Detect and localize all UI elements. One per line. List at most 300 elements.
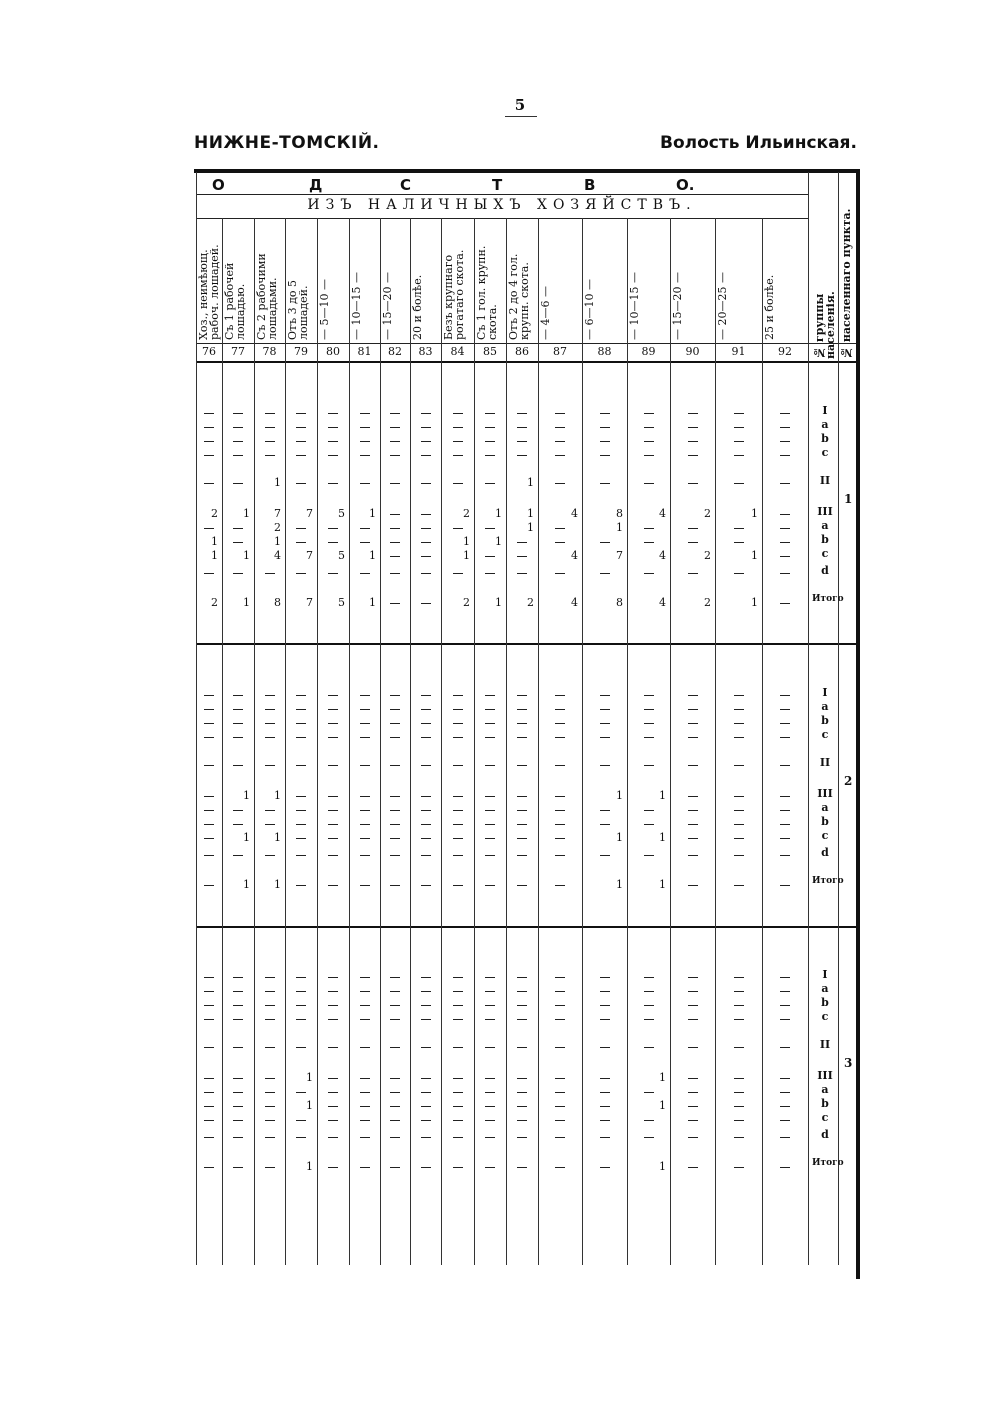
empty-dash bbox=[421, 796, 431, 797]
empty-dash bbox=[555, 695, 565, 696]
empty-dash bbox=[734, 709, 744, 710]
empty-dash bbox=[360, 573, 370, 574]
column-rule bbox=[627, 218, 628, 1265]
empty-dash bbox=[453, 1019, 463, 1020]
empty-dash bbox=[688, 542, 698, 543]
group-label: I bbox=[822, 968, 828, 981]
table-cell: 8 bbox=[274, 596, 281, 609]
table-cell: 1 bbox=[306, 1071, 313, 1084]
empty-dash bbox=[265, 737, 275, 738]
empty-dash bbox=[421, 1005, 431, 1006]
empty-dash bbox=[517, 427, 527, 428]
empty-dash bbox=[360, 455, 370, 456]
empty-dash bbox=[296, 413, 306, 414]
empty-dash bbox=[688, 765, 698, 766]
empty-dash bbox=[688, 695, 698, 696]
empty-dash bbox=[485, 885, 495, 886]
empty-dash bbox=[421, 603, 431, 604]
column-rule bbox=[410, 218, 411, 1265]
column-rule bbox=[380, 218, 381, 1265]
empty-dash bbox=[360, 528, 370, 529]
group-label: a bbox=[821, 801, 829, 814]
empty-dash bbox=[555, 413, 565, 414]
empty-dash bbox=[296, 441, 306, 442]
empty-dash bbox=[734, 885, 744, 886]
empty-dash bbox=[688, 483, 698, 484]
empty-dash bbox=[204, 838, 214, 839]
empty-dash bbox=[688, 413, 698, 414]
empty-dash bbox=[360, 413, 370, 414]
table-cell: 4 bbox=[659, 596, 666, 609]
empty-dash bbox=[296, 1047, 306, 1048]
empty-dash bbox=[233, 723, 243, 724]
group-label: Итого bbox=[812, 1158, 844, 1168]
table-cell: 2 bbox=[704, 596, 711, 609]
volost-heading: Волость Ильинская. bbox=[660, 133, 857, 153]
empty-dash bbox=[360, 709, 370, 710]
empty-dash bbox=[485, 824, 495, 825]
empty-dash bbox=[734, 824, 744, 825]
column-number: 86 bbox=[515, 345, 529, 358]
empty-dash bbox=[780, 556, 790, 557]
empty-dash bbox=[265, 765, 275, 766]
empty-dash bbox=[204, 824, 214, 825]
empty-dash bbox=[328, 991, 338, 992]
empty-dash bbox=[644, 810, 654, 811]
empty-dash bbox=[600, 765, 610, 766]
table-cell: 2 bbox=[463, 596, 470, 609]
empty-dash bbox=[600, 455, 610, 456]
empty-dash bbox=[644, 1005, 654, 1006]
empty-dash bbox=[644, 709, 654, 710]
column-number: 78 bbox=[262, 345, 277, 358]
empty-dash bbox=[734, 977, 744, 978]
empty-dash bbox=[644, 1120, 654, 1121]
empty-dash bbox=[265, 723, 275, 724]
empty-dash bbox=[328, 441, 338, 442]
empty-dash bbox=[360, 838, 370, 839]
empty-dash bbox=[485, 991, 495, 992]
empty-dash bbox=[485, 765, 495, 766]
column-rule bbox=[222, 218, 223, 1265]
group-label: a bbox=[821, 519, 829, 532]
column-number: 79 bbox=[294, 345, 308, 358]
empty-dash bbox=[780, 603, 790, 604]
empty-dash bbox=[688, 1137, 698, 1138]
empty-dash bbox=[265, 455, 275, 456]
empty-dash bbox=[485, 573, 495, 574]
empty-dash bbox=[390, 855, 400, 856]
empty-dash bbox=[780, 885, 790, 886]
empty-dash bbox=[233, 483, 243, 484]
empty-dash bbox=[453, 855, 463, 856]
empty-dash bbox=[390, 441, 400, 442]
empty-dash bbox=[265, 1078, 275, 1079]
empty-dash bbox=[204, 991, 214, 992]
empty-dash bbox=[421, 723, 431, 724]
empty-dash bbox=[265, 824, 275, 825]
empty-dash bbox=[328, 1106, 338, 1107]
empty-dash bbox=[600, 810, 610, 811]
empty-dash bbox=[296, 838, 306, 839]
title-letter: С bbox=[400, 176, 412, 194]
empty-dash bbox=[390, 824, 400, 825]
empty-dash bbox=[688, 1019, 698, 1020]
empty-dash bbox=[644, 542, 654, 543]
empty-dash bbox=[421, 483, 431, 484]
empty-dash bbox=[360, 765, 370, 766]
table-cell: 1 bbox=[659, 831, 666, 844]
empty-dash bbox=[734, 1137, 744, 1138]
empty-dash bbox=[555, 737, 565, 738]
empty-dash bbox=[485, 1167, 495, 1168]
table-cell: 4 bbox=[659, 507, 666, 520]
empty-dash bbox=[296, 855, 306, 856]
empty-dash bbox=[780, 573, 790, 574]
title-letter: В bbox=[584, 176, 596, 194]
table-cell: 1 bbox=[243, 789, 250, 802]
column-header: — 6—10 — bbox=[583, 279, 596, 340]
empty-dash bbox=[328, 1167, 338, 1168]
empty-dash bbox=[517, 542, 527, 543]
column-rule bbox=[715, 218, 716, 1265]
empty-dash bbox=[204, 455, 214, 456]
empty-dash bbox=[296, 810, 306, 811]
empty-dash bbox=[734, 695, 744, 696]
empty-dash bbox=[734, 1078, 744, 1079]
empty-dash bbox=[517, 885, 527, 886]
empty-dash bbox=[688, 573, 698, 574]
empty-dash bbox=[734, 427, 744, 428]
empty-dash bbox=[296, 991, 306, 992]
empty-dash bbox=[390, 1092, 400, 1093]
table-title-letters bbox=[196, 176, 808, 194]
column-header: Съ 1 рабочей лошадью. bbox=[223, 262, 247, 340]
empty-dash bbox=[328, 885, 338, 886]
table-cell: 2 bbox=[463, 507, 470, 520]
empty-dash bbox=[390, 977, 400, 978]
table-cell: 1 bbox=[211, 535, 218, 548]
empty-dash bbox=[265, 695, 275, 696]
empty-dash bbox=[328, 838, 338, 839]
group-label: a bbox=[821, 418, 829, 431]
empty-dash bbox=[555, 1137, 565, 1138]
empty-dash bbox=[734, 838, 744, 839]
empty-dash bbox=[360, 1092, 370, 1093]
empty-dash bbox=[328, 542, 338, 543]
empty-dash bbox=[390, 1120, 400, 1121]
empty-dash bbox=[734, 810, 744, 811]
empty-dash bbox=[328, 723, 338, 724]
empty-dash bbox=[688, 885, 698, 886]
table-cell: 2 bbox=[704, 507, 711, 520]
empty-dash bbox=[485, 1137, 495, 1138]
table-cell: 5 bbox=[338, 596, 345, 609]
empty-dash bbox=[734, 723, 744, 724]
column-rule bbox=[538, 218, 539, 1265]
settlement-column-header: № населеннаго пункта. bbox=[840, 208, 853, 359]
settlement-number: 1 bbox=[844, 492, 853, 506]
empty-dash bbox=[360, 824, 370, 825]
table-cell: 1 bbox=[751, 507, 758, 520]
group-label: II bbox=[819, 474, 831, 487]
empty-dash bbox=[390, 838, 400, 839]
column-header: Съ 1 гол. крупн. скота. bbox=[475, 245, 499, 340]
settlement-number: 3 bbox=[844, 1056, 853, 1070]
empty-dash bbox=[360, 855, 370, 856]
empty-dash bbox=[644, 427, 654, 428]
empty-dash bbox=[734, 796, 744, 797]
empty-dash bbox=[453, 695, 463, 696]
empty-dash bbox=[517, 573, 527, 574]
empty-dash bbox=[600, 542, 610, 543]
empty-dash bbox=[517, 1019, 527, 1020]
empty-dash bbox=[296, 695, 306, 696]
empty-dash bbox=[517, 810, 527, 811]
column-header: Безъ крупнаго рогатаго скота. bbox=[442, 249, 466, 340]
empty-dash bbox=[644, 695, 654, 696]
group-label: d bbox=[821, 564, 829, 577]
empty-dash bbox=[555, 1005, 565, 1006]
empty-dash bbox=[360, 796, 370, 797]
empty-dash bbox=[328, 977, 338, 978]
column-number: 76 bbox=[202, 345, 216, 358]
table-cell: 4 bbox=[571, 549, 578, 562]
empty-dash bbox=[734, 1047, 744, 1048]
empty-dash bbox=[734, 528, 744, 529]
empty-dash bbox=[421, 695, 431, 696]
column-header: — 10—15 — bbox=[628, 272, 641, 340]
table-cell: 2 bbox=[211, 507, 218, 520]
section-divider bbox=[196, 926, 856, 928]
column-header: Отъ 2 до 4 гол. крупн. скота. bbox=[507, 253, 531, 340]
table-cell: 1 bbox=[616, 521, 623, 534]
empty-dash bbox=[644, 1137, 654, 1138]
empty-dash bbox=[390, 427, 400, 428]
empty-dash bbox=[485, 483, 495, 484]
empty-dash bbox=[517, 695, 527, 696]
empty-dash bbox=[453, 573, 463, 574]
group-label: d bbox=[821, 846, 829, 859]
empty-dash bbox=[390, 413, 400, 414]
empty-dash bbox=[233, 413, 243, 414]
group-col-rule bbox=[838, 172, 839, 1265]
empty-dash bbox=[485, 1106, 495, 1107]
empty-dash bbox=[517, 1120, 527, 1121]
empty-dash bbox=[204, 737, 214, 738]
column-header: Съ 2 рабочими лошадьми. bbox=[255, 253, 279, 340]
empty-dash bbox=[780, 441, 790, 442]
empty-dash bbox=[688, 1120, 698, 1121]
empty-dash bbox=[390, 1137, 400, 1138]
table-cell: 1 bbox=[751, 549, 758, 562]
empty-dash bbox=[265, 709, 275, 710]
empty-dash bbox=[644, 573, 654, 574]
empty-dash bbox=[555, 441, 565, 442]
empty-dash bbox=[688, 1047, 698, 1048]
column-rule bbox=[474, 218, 475, 1265]
empty-dash bbox=[204, 427, 214, 428]
group-label: a bbox=[821, 700, 829, 713]
empty-dash bbox=[233, 991, 243, 992]
empty-dash bbox=[688, 709, 698, 710]
empty-dash bbox=[734, 1106, 744, 1107]
table-cell: 1 bbox=[527, 507, 534, 520]
table-cell: 2 bbox=[274, 521, 281, 534]
empty-dash bbox=[555, 1106, 565, 1107]
settlement-number: 2 bbox=[844, 774, 853, 788]
empty-dash bbox=[296, 427, 306, 428]
header-bottom-rule bbox=[196, 361, 856, 363]
district-heading: НИЖНЕ-ТОМСКІЙ. bbox=[194, 133, 380, 153]
table-cell: 2 bbox=[527, 596, 534, 609]
empty-dash bbox=[233, 810, 243, 811]
empty-dash bbox=[555, 528, 565, 529]
empty-dash bbox=[453, 737, 463, 738]
table-cell: 1 bbox=[243, 878, 250, 891]
empty-dash bbox=[390, 796, 400, 797]
column-number: 89 bbox=[641, 345, 656, 358]
empty-dash bbox=[328, 1078, 338, 1079]
group-label: III bbox=[817, 505, 833, 518]
empty-dash bbox=[233, 1019, 243, 1020]
empty-dash bbox=[233, 441, 243, 442]
empty-dash bbox=[453, 1092, 463, 1093]
empty-dash bbox=[453, 1137, 463, 1138]
table-cell: 7 bbox=[274, 507, 281, 520]
empty-dash bbox=[265, 855, 275, 856]
group-label: c bbox=[821, 446, 829, 459]
empty-dash bbox=[360, 1047, 370, 1048]
empty-dash bbox=[390, 556, 400, 557]
title-letter: Д bbox=[309, 176, 323, 194]
empty-dash bbox=[421, 1137, 431, 1138]
empty-dash bbox=[600, 1167, 610, 1168]
empty-dash bbox=[485, 1078, 495, 1079]
empty-dash bbox=[734, 765, 744, 766]
empty-dash bbox=[600, 737, 610, 738]
empty-dash bbox=[517, 1137, 527, 1138]
empty-dash bbox=[780, 483, 790, 484]
empty-dash bbox=[328, 528, 338, 529]
empty-dash bbox=[204, 413, 214, 414]
empty-dash bbox=[600, 441, 610, 442]
empty-dash bbox=[265, 1092, 275, 1093]
title-letter: О bbox=[212, 176, 225, 194]
column-header: — 20—25 — bbox=[716, 272, 729, 340]
empty-dash bbox=[421, 737, 431, 738]
empty-dash bbox=[600, 1019, 610, 1020]
empty-dash bbox=[296, 796, 306, 797]
column-number: 85 bbox=[483, 345, 497, 358]
empty-dash bbox=[600, 855, 610, 856]
empty-dash bbox=[296, 885, 306, 886]
empty-dash bbox=[555, 796, 565, 797]
empty-dash bbox=[453, 1047, 463, 1048]
empty-dash bbox=[600, 573, 610, 574]
empty-dash bbox=[233, 542, 243, 543]
table-cell: 1 bbox=[274, 535, 281, 548]
column-rule bbox=[349, 218, 350, 1265]
empty-dash bbox=[517, 991, 527, 992]
empty-dash bbox=[453, 1078, 463, 1079]
empty-dash bbox=[265, 1167, 275, 1168]
empty-dash bbox=[204, 1047, 214, 1048]
empty-dash bbox=[600, 1078, 610, 1079]
empty-dash bbox=[555, 810, 565, 811]
empty-dash bbox=[421, 455, 431, 456]
empty-dash bbox=[555, 709, 565, 710]
empty-dash bbox=[780, 1106, 790, 1107]
group-label: b bbox=[821, 432, 829, 445]
empty-dash bbox=[204, 695, 214, 696]
table-cell: 1 bbox=[369, 549, 376, 562]
empty-dash bbox=[688, 1092, 698, 1093]
empty-dash bbox=[780, 723, 790, 724]
section-divider bbox=[196, 643, 856, 645]
empty-dash bbox=[360, 1019, 370, 1020]
empty-dash bbox=[688, 991, 698, 992]
empty-dash bbox=[517, 796, 527, 797]
empty-dash bbox=[421, 528, 431, 529]
table-cell: 2 bbox=[704, 549, 711, 562]
empty-dash bbox=[204, 765, 214, 766]
empty-dash bbox=[780, 824, 790, 825]
empty-dash bbox=[390, 542, 400, 543]
empty-dash bbox=[644, 413, 654, 414]
empty-dash bbox=[233, 737, 243, 738]
column-rule bbox=[670, 218, 671, 1265]
empty-dash bbox=[204, 528, 214, 529]
empty-dash bbox=[421, 1019, 431, 1020]
empty-dash bbox=[390, 765, 400, 766]
column-header: — 5—10 — bbox=[318, 279, 331, 340]
empty-dash bbox=[555, 1092, 565, 1093]
empty-dash bbox=[688, 838, 698, 839]
group-label: b bbox=[821, 996, 829, 1009]
empty-dash bbox=[204, 810, 214, 811]
empty-dash bbox=[780, 1167, 790, 1168]
empty-dash bbox=[485, 695, 495, 696]
table-cell: 5 bbox=[338, 507, 345, 520]
empty-dash bbox=[780, 413, 790, 414]
table-cell: 1 bbox=[495, 596, 502, 609]
empty-dash bbox=[517, 709, 527, 710]
empty-dash bbox=[421, 413, 431, 414]
empty-dash bbox=[390, 483, 400, 484]
empty-dash bbox=[453, 723, 463, 724]
table-cell: 1 bbox=[211, 549, 218, 562]
empty-dash bbox=[517, 1078, 527, 1079]
empty-dash bbox=[555, 723, 565, 724]
empty-dash bbox=[360, 542, 370, 543]
empty-dash bbox=[204, 1106, 214, 1107]
empty-dash bbox=[204, 1078, 214, 1079]
group-label: I bbox=[822, 404, 828, 417]
empty-dash bbox=[421, 838, 431, 839]
empty-dash bbox=[485, 427, 495, 428]
empty-dash bbox=[421, 573, 431, 574]
empty-dash bbox=[780, 1137, 790, 1138]
empty-dash bbox=[555, 455, 565, 456]
empty-dash bbox=[517, 824, 527, 825]
empty-dash bbox=[600, 1005, 610, 1006]
table-cell: 7 bbox=[616, 549, 623, 562]
empty-dash bbox=[644, 723, 654, 724]
table-cell: 1 bbox=[616, 789, 623, 802]
empty-dash bbox=[204, 573, 214, 574]
empty-dash bbox=[485, 455, 495, 456]
